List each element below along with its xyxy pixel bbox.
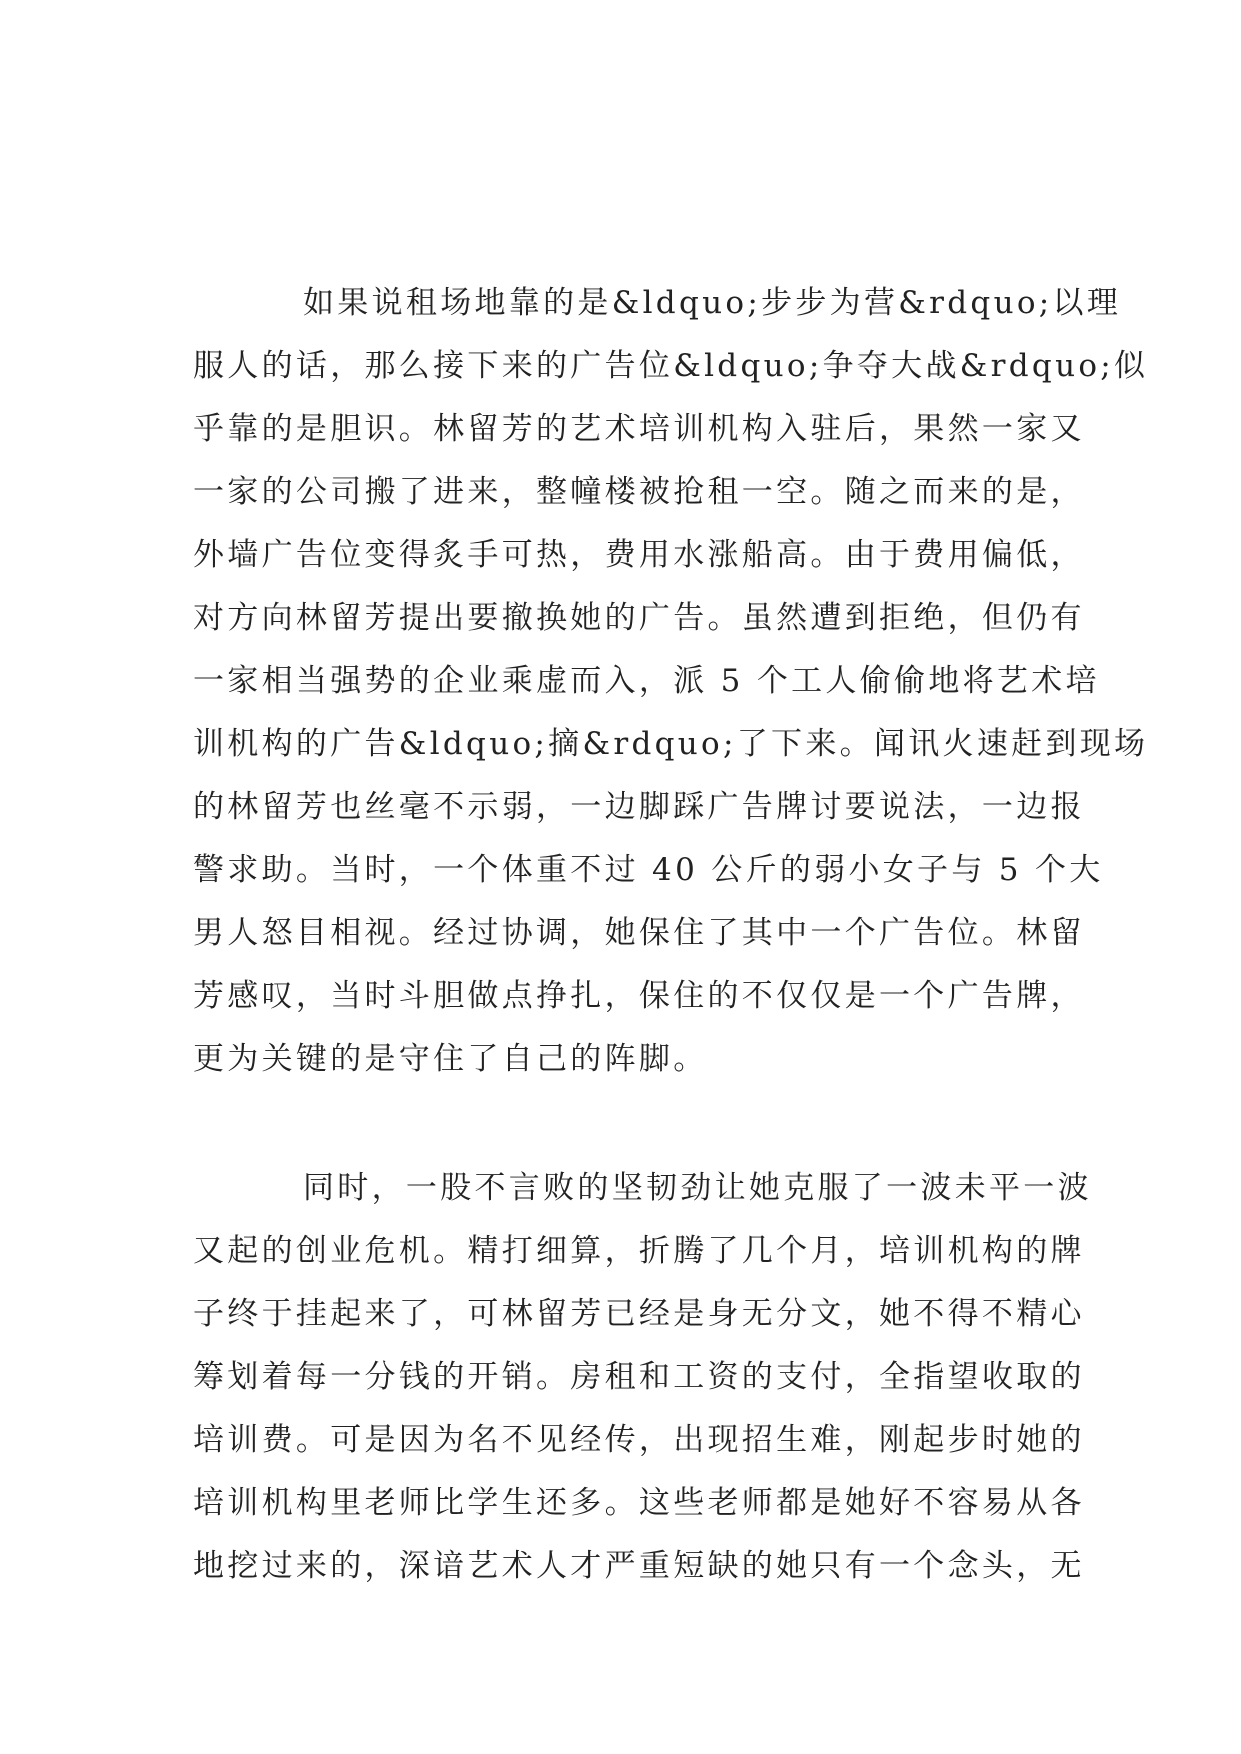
paragraph-line: 训机构的广告&ldquo;摘&rdquo;了下来。闻讯火速赶到现场 <box>193 726 1149 762</box>
paragraph-line: 的林留芳也丝毫不示弱，一边脚踩广告牌讨要说法，一边报 <box>193 789 1085 825</box>
paragraph-advertising-battle <box>193 272 1149 1091</box>
paragraph-line: 筹划着每一分钱的开销。房租和工资的支付，全指望收取的 <box>193 1359 1085 1395</box>
paragraph-line: 一家的公司搬了进来，整幢楼被抢租一空。随之而来的是， <box>193 474 1085 510</box>
paragraph-line: 更为关键的是守住了自己的阵脚。 <box>193 1041 708 1077</box>
paragraph-line: 外墙广告位变得炙手可热，费用水涨船高。由于费用偏低， <box>193 537 1085 573</box>
paragraph-line: 子终于挂起来了，可林留芳已经是身无分文，她不得不精心 <box>193 1296 1085 1332</box>
paragraph-line: 同时，一股不言败的坚韧劲让她克服了一波未平一波 <box>303 1170 1092 1206</box>
paragraph-line: 对方向林留芳提出要撤换她的广告。虽然遭到拒绝，但仍有 <box>193 600 1085 636</box>
paragraph-line: 芳感叹，当时斗胆做点挣扎，保住的不仅仅是一个广告牌， <box>193 978 1085 1014</box>
paragraph-line: 如果说租场地靠的是&ldquo;步步为营&rdquo;以理 <box>303 285 1122 321</box>
paragraph-line: 一家相当强势的企业乘虚而入，派 5 个工人偷偷地将艺术培 <box>193 663 1100 699</box>
paragraph-startup-crisis <box>193 1157 1092 1598</box>
paragraph-line: 男人怒目相视。经过协调，她保住了其中一个广告位。林留 <box>193 915 1085 951</box>
paragraph-line: 地挖过来的，深谙艺术人才严重短缺的她只有一个念头，无 <box>193 1548 1085 1584</box>
paragraph-line: 又起的创业危机。精打细算，折腾了几个月，培训机构的牌 <box>193 1233 1085 1269</box>
paragraph-line: 服人的话，那么接下来的广告位&ldquo;争夺大战&rdquo;似 <box>193 348 1149 384</box>
paragraph-line: 警求助。当时，一个体重不过 40 公斤的弱小女子与 5 个大 <box>193 852 1104 888</box>
paragraph-line: 培训机构里老师比学生还多。这些老师都是她好不容易从各 <box>193 1485 1085 1521</box>
paragraph-line: 培训费。可是因为名不见经传，出现招生难，刚起步时她的 <box>193 1422 1085 1458</box>
paragraph-line: 乎靠的是胆识。林留芳的艺术培训机构入驻后，果然一家又 <box>193 411 1085 447</box>
